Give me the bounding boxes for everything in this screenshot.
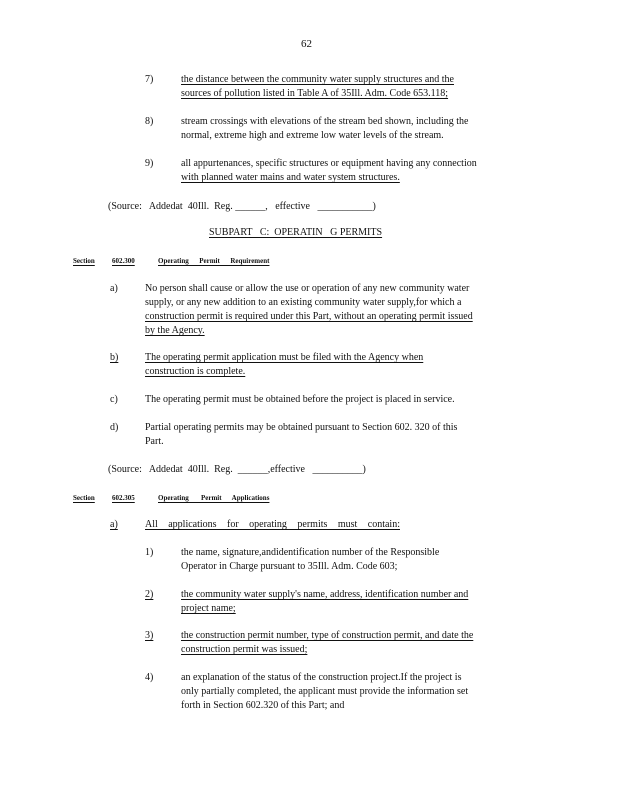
item-line: all appurtenances, specific structures or equipment having any connection — [181, 158, 477, 169]
item-text — [145, 393, 515, 407]
item-text — [145, 351, 480, 379]
item-line: construction permit is required under this Part, without an operating permit issued — [145, 311, 473, 322]
section-title: Operating Permit Requirement — [158, 257, 270, 265]
item-line: the construction permit number, type of construction permit, and date the — [181, 630, 474, 641]
section-label: Section — [73, 494, 95, 502]
item-text — [181, 629, 536, 657]
item-line: construction is complete. — [145, 366, 246, 377]
item-text — [181, 546, 486, 574]
item-line: The operating permit application must be filed with the Agency when — [145, 352, 424, 363]
item-line: the name, signature,andidentification number of the Responsible — [181, 547, 440, 558]
item-text — [181, 588, 531, 616]
item-line: normal, extreme high and extreme low water levels of the stream. — [181, 130, 444, 141]
item-line: only partially completed, the applicant must provide the information set — [181, 686, 469, 697]
item-line: by the Agency. — [145, 325, 205, 336]
item-number: a) — [110, 283, 118, 294]
item-line: stream crossings with elevations of the stream bed shown, including the — [181, 116, 469, 127]
section-number: 602.305 — [112, 494, 135, 502]
section-title: Operating Permit Applications — [158, 494, 270, 502]
item-number: b) — [110, 352, 119, 363]
item-line: No person shall cause or allow the use or operation of any new community water — [145, 283, 470, 294]
item-line: Partial operating permits may be obtained pursuant to Section 602. 320 of this — [145, 422, 458, 433]
item-number: c) — [110, 394, 118, 405]
item-line: construction permit was issued; — [181, 644, 308, 655]
item-line: project name; — [181, 603, 236, 614]
item-line: an explanation of the status of the construction project.If the project is — [181, 672, 462, 683]
item-line: The operating permit must be obtained before the project is placed in service. — [145, 394, 455, 405]
item-number: 8) — [145, 116, 154, 127]
item-number: 9) — [145, 158, 154, 169]
item-number: 7) — [145, 74, 154, 85]
item-number: d) — [110, 422, 119, 433]
item-number: 2) — [145, 589, 154, 600]
item-number: 4) — [145, 672, 154, 683]
item-number: 1) — [145, 547, 154, 558]
item-line: Operator in Charge pursuant to 35Ill. Adm. Code 603; — [181, 561, 398, 572]
source-note: (Source: Addedat 40Ill. Reg. ______,effective __________) — [108, 464, 366, 475]
item-line: forth in Section 602.320 of this Part; and — [181, 700, 345, 711]
item-text — [181, 157, 531, 185]
item-text — [181, 115, 526, 143]
item-text: All applications for operating permits must contain: — [145, 519, 400, 530]
item-line: supply, or any new addition to an existing community water supply,for which a — [145, 297, 462, 308]
section-label: Section — [73, 257, 95, 265]
item-text — [145, 282, 540, 338]
section-number: 602.300 — [112, 257, 135, 265]
source-note: (Source: Addedat 40Ill. Reg. ______, effective ___________) — [108, 201, 376, 212]
item-number: 3) — [145, 630, 154, 641]
item-number: a) — [110, 519, 118, 530]
item-text — [145, 421, 520, 449]
item-line: with planned water mains and water system structures. — [181, 172, 400, 183]
item-text — [181, 73, 511, 101]
item-line: the distance between the community water supply structures and the — [181, 74, 454, 85]
item-line: sources of pollution listed in Table A of 35Ill. Adm. Code 653.118; — [181, 88, 449, 99]
item-line: Part. — [145, 436, 164, 447]
page-number: 62 — [301, 38, 312, 50]
item-text — [181, 671, 526, 713]
subpart-title: SUBPART C: OPERATIN G PERMITS — [209, 227, 383, 238]
item-line: the community water supply's name, address, identification number and — [181, 589, 469, 600]
